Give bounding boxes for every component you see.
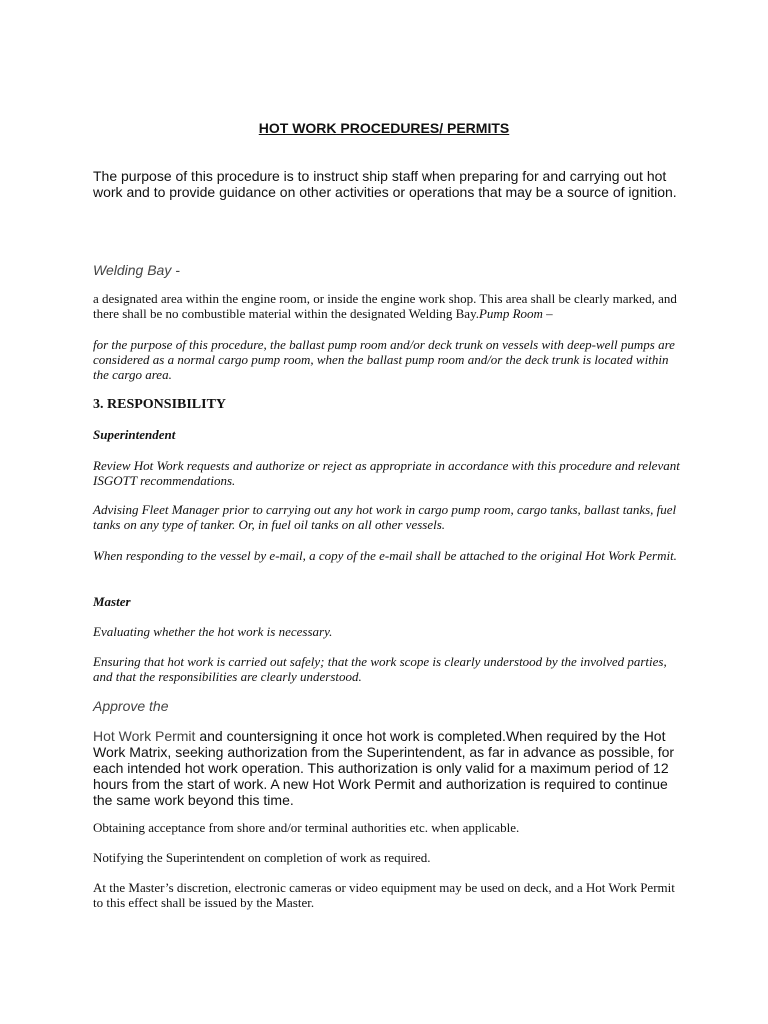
intro-paragraph: The purpose of this procedure is to instruct ship staff when preparing for and carrying out hot work and to provide guidance on other activities or operations that may be a source of ignition. xyxy=(93,168,677,200)
master-item: At the Master’s discretion, electronic cameras or video equipment may be used on deck, and a Hot Work Permit to this effect shall be issued by the Master. xyxy=(93,880,675,910)
hot-work-permit-term: Hot Work Permit xyxy=(93,728,196,744)
hot-work-permit-text: and countersigning it once hot work is completed.When required by the Hot Work Matrix, seeking authorization from the Superintendent, as far in advance as possible, for each intended hot work operation. This authorization is only valid for a maximum period of 12 hours from the start of work. A new Hot Work Permit and authorization is required to continue the same work beyond this time. xyxy=(93,728,675,808)
superintendent-item: Review Hot Work requests and authorize or reject as appropriate in accordance with this procedure and relevant ISGOTT recommendations. xyxy=(93,458,680,488)
master-item: Evaluating whether the hot work is necessary. xyxy=(93,624,333,639)
master-item: Notifying the Superintendent on completion of work as required. xyxy=(93,850,431,865)
master-heading: Master xyxy=(93,594,131,609)
pump-room-term: Pump Room – xyxy=(478,306,553,321)
master-item: Ensuring that hot work is carried out safely; that the work scope is clearly understood by the involved parties, and that the responsibilities are clearly understood. xyxy=(93,654,667,684)
pump-room-definition: for the purpose of this procedure, the ballast pump room and/or deck trunk on vessels with deep-well pumps are considered as a normal cargo pump room, when the ballast pump room and/or the deck trunk is located within the cargo area. xyxy=(93,337,675,382)
hot-work-permit-paragraph xyxy=(93,728,683,808)
superintendent-item: When responding to the vessel by e-mail, a copy of the e-mail shall be attached to the original Hot Work Permit. xyxy=(93,548,677,563)
master-item: Obtaining acceptance from shore and/or terminal authorities etc. when applicable. xyxy=(93,820,520,835)
welding-bay-definition-text: a designated area within the engine room, or inside the engine work shop. This area shall be clearly marked, and there shall be no combustible material within the designated Welding Bay. xyxy=(93,291,677,321)
document-title xyxy=(0,120,768,136)
superintendent-item: Advising Fleet Manager prior to carrying out any hot work in cargo pump room, cargo tanks, ballast tanks, fuel tanks on any type of tanker. Or, in fuel oil tanks on all other vessels. xyxy=(93,502,677,532)
welding-bay-definition xyxy=(93,291,683,321)
welding-bay-term: Welding Bay - xyxy=(93,262,180,278)
section-heading: 3. RESPONSIBILITY xyxy=(93,397,227,412)
approve-text: Approve the xyxy=(93,698,169,714)
superintendent-heading: Superintendent xyxy=(93,427,176,442)
document-title-text: HOT WORK PROCEDURES/ PERMITS xyxy=(258,120,510,136)
